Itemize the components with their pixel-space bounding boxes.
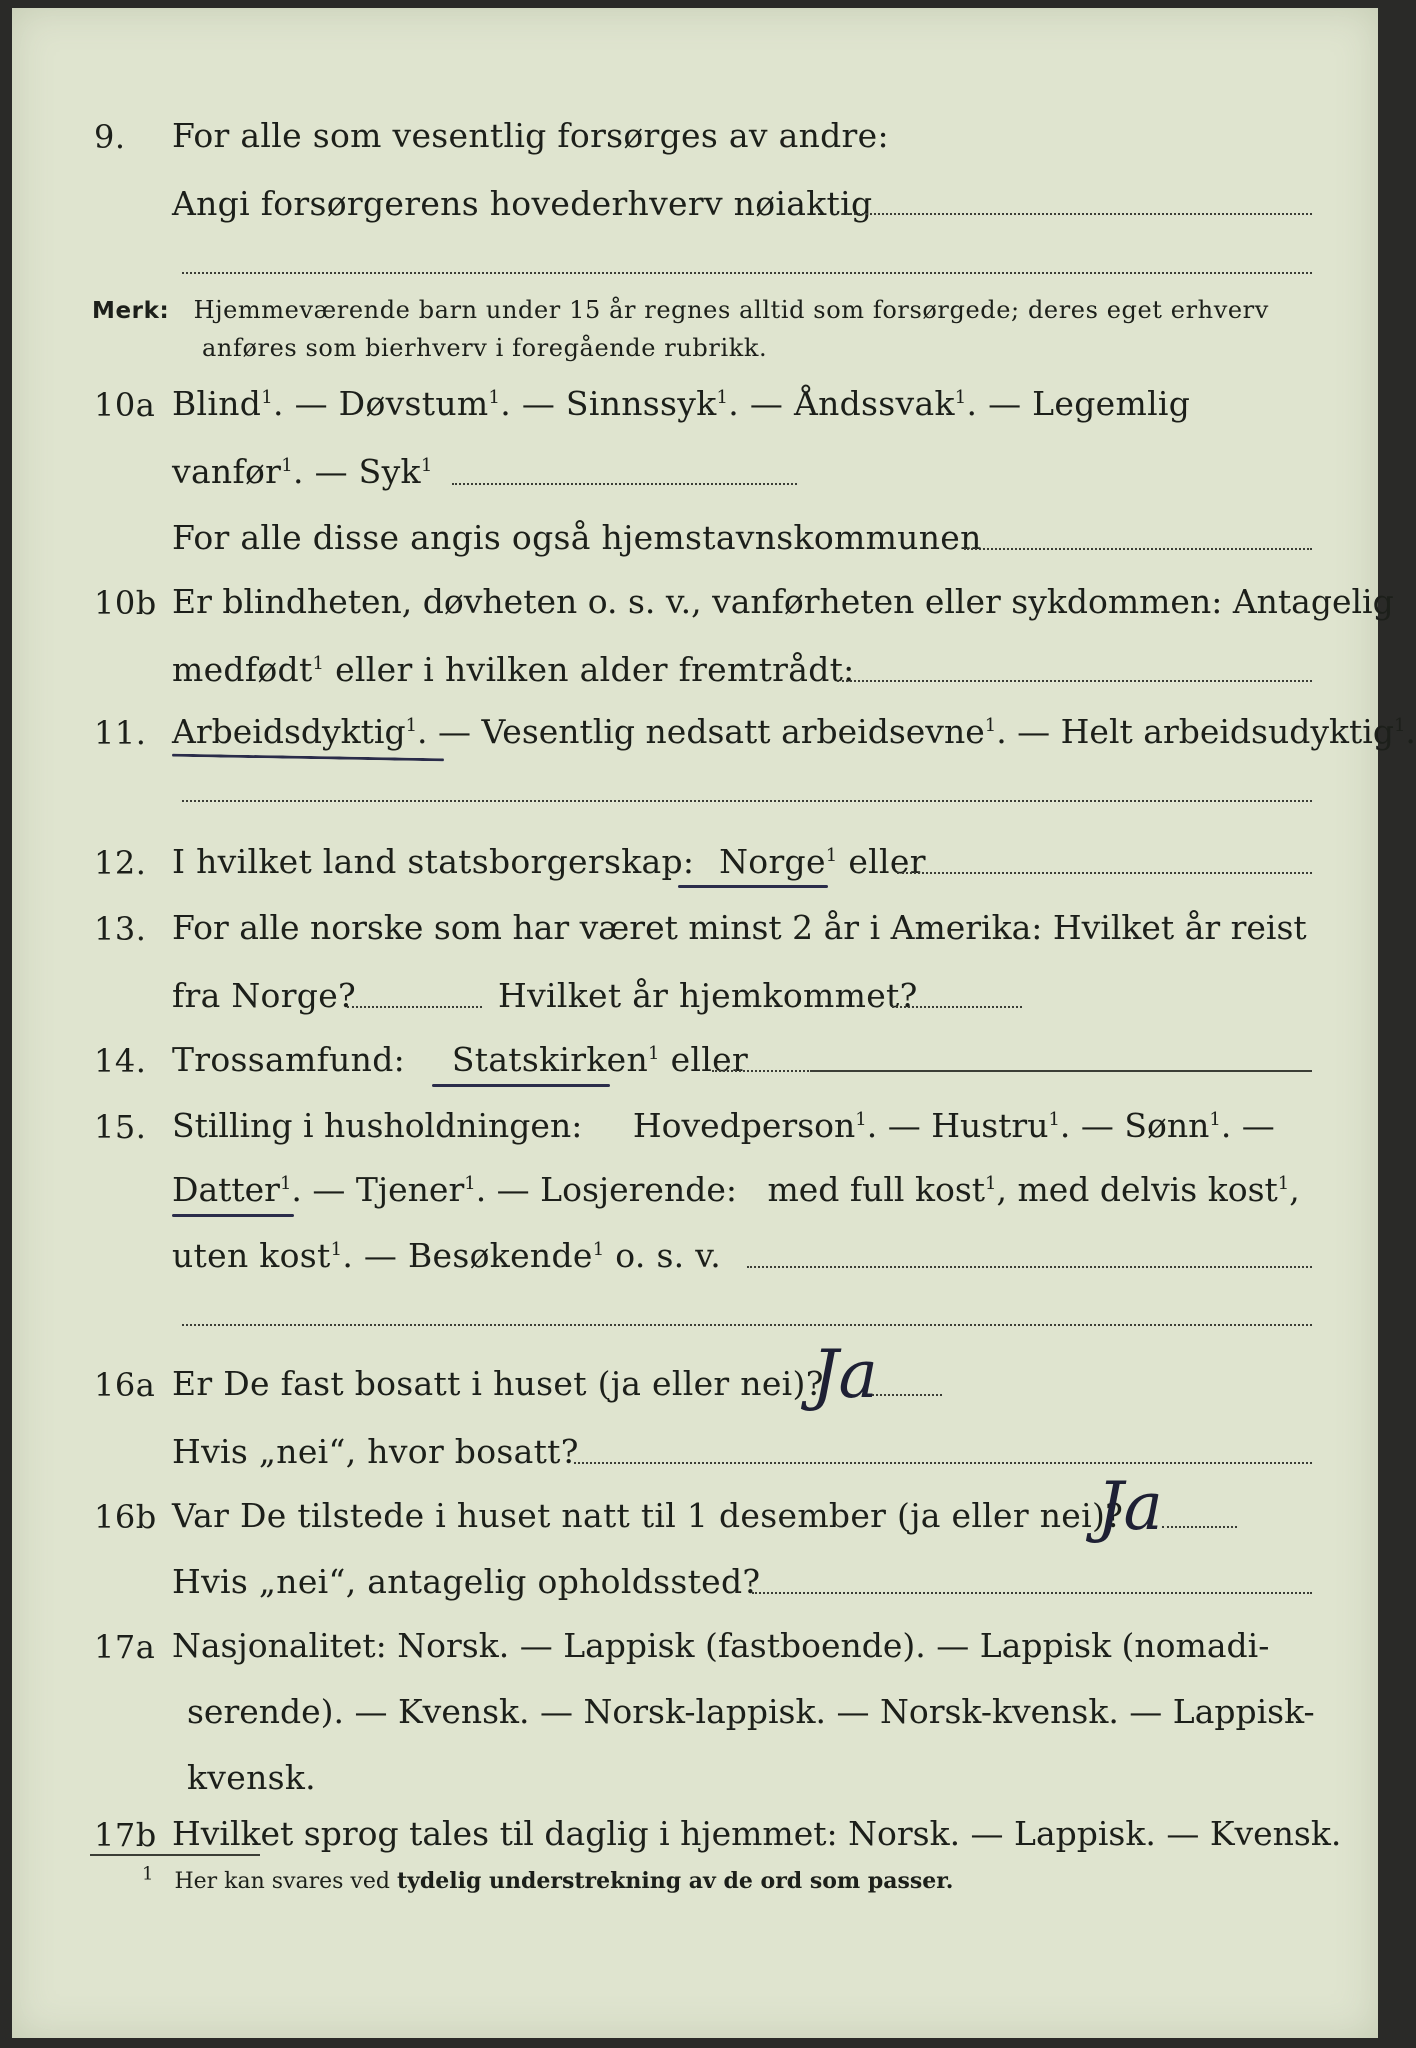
q15-number: 15. — [94, 1108, 147, 1146]
q9-answer-line-2[interactable] — [182, 272, 1312, 274]
q16b-line1: Var De tilstede i huset natt til 1 desember (ja eller nei)? — [172, 1496, 1124, 1535]
opt-full-kost[interactable]: med full kost — [767, 1170, 986, 1209]
opt-dovstum[interactable]: . — Døvstum — [273, 384, 489, 423]
underline-norge — [678, 885, 828, 888]
q14-answer-line-dotted[interactable] — [712, 1070, 812, 1072]
q14-line: Trossamfund: Statskirken$^1$ eller — [172, 1040, 749, 1079]
opt-statskirken[interactable]: Statskirken — [451, 1040, 649, 1079]
opt-sonn[interactable]: . — Sønn — [1059, 1106, 1210, 1145]
opt-hustru[interactable]: . — Hustru — [866, 1106, 1049, 1145]
q9-answer-line[interactable] — [842, 213, 1312, 215]
merk-note — [92, 296, 1269, 324]
q9-line2: Angi forsørgerens hovederhverv nøiaktig — [172, 184, 873, 223]
q10b-line2: medfødt$^1$ eller i hvilken alder fremtrådt: — [172, 650, 855, 689]
q16b-answer-line[interactable] — [1162, 1526, 1237, 1528]
q16a-line1: Er De fast bosatt i huset (ja eller nei)? — [172, 1364, 824, 1403]
q10b-answer-line[interactable] — [837, 680, 1312, 682]
opt-nedsatt[interactable]: . — Vesentlig nedsatt arbeidsevne — [417, 712, 985, 751]
opt-arbeidsdyktig[interactable]: Arbeidsdyktig — [172, 712, 406, 751]
footnote: $^1$ Her kan svares ved tydelig understrekning av de ord som passer. — [142, 1863, 954, 1894]
q10a-line3: For alle disse angis også hjemstavnskommunen — [172, 518, 982, 557]
q10a-kommune-line[interactable] — [964, 548, 1312, 550]
q16a-bosatt-line[interactable] — [574, 1462, 1312, 1464]
q15-line3: uten kost$^1$. — Besøkende$^1$ o. s. v. — [172, 1236, 722, 1275]
q10a-number: 10a — [94, 386, 156, 424]
opt-vanfor[interactable]: vanfør — [172, 452, 282, 491]
q13-number: 13. — [94, 910, 147, 948]
q16b-handwritten-answer[interactable]: Ja — [1097, 1468, 1163, 1545]
q17a-line3: kvensk. — [187, 1758, 316, 1797]
q16a-handwritten-answer[interactable]: Ja — [812, 1336, 878, 1413]
q17a-line1: Nasjonalitet: Norsk. — Lappisk (fastboende). — Lappisk (nomadi- — [172, 1626, 1270, 1665]
opt-norge[interactable]: Norge — [719, 842, 826, 881]
q16a-number: 16a — [94, 1366, 156, 1404]
q10a-line1: Blind$^1$. — Døvstum$^1$. — Sinnssyk$^1$. — Åndssvak$^1$. — Legemlig — [172, 384, 1191, 423]
opt-syk[interactable]: . — Syk — [293, 452, 421, 491]
q17b-line1: Hvilket sprog tales til daglig i hjemmet: Norsk. — Lappisk. — Kvensk. — [172, 1814, 1342, 1853]
q16a-line2: Hvis „nei“, hvor bosatt? — [172, 1432, 579, 1471]
opt-sinnssyk[interactable]: . — Sinnssyk — [500, 384, 717, 423]
q15-answer-line-2[interactable] — [182, 1324, 1312, 1326]
opt-andssvak[interactable]: . — Åndssvak — [728, 384, 955, 423]
q13-hjemkommet-line[interactable] — [892, 1006, 1022, 1008]
merk-line1: Hjemmeværende barn under 15 år regnes alltid som forsørgede; deres eget erhverv — [193, 296, 1269, 324]
q13-line2b: Hvilket år hjemkommet? — [498, 976, 918, 1015]
q13-line1: For alle norske som har været minst 2 år i Amerika: Hvilket år reist — [172, 908, 1307, 947]
q13-reist-line[interactable] — [347, 1006, 482, 1008]
q13-line2a: fra Norge? — [172, 976, 357, 1015]
q10a-syk-line[interactable] — [452, 483, 797, 485]
q16a-answer-line[interactable] — [872, 1394, 942, 1396]
q14-number: 14. — [94, 1042, 147, 1080]
q11-number: 11. — [94, 714, 147, 752]
underline-datter — [172, 1214, 294, 1217]
opt-besokende[interactable]: . — Besøkende — [342, 1236, 593, 1275]
q12-number: 12. — [94, 844, 147, 882]
q9-line1: For alle som vesentlig forsørges av andre: — [172, 116, 889, 155]
q9-number: 9. — [94, 118, 126, 156]
q17b-number: 17b — [94, 1816, 157, 1854]
opt-udyktig[interactable]: . — Helt arbeidsudyktig — [996, 712, 1394, 751]
opt-tjener[interactable]: . — Tjener — [291, 1170, 465, 1209]
q16b-opholdssted-line[interactable] — [752, 1592, 1312, 1594]
q10a-line2: vanfør$^1$. — Syk$^1$ — [172, 452, 433, 491]
q15-answer-line[interactable] — [747, 1266, 1312, 1268]
q10b-line1: Er blindheten, døvheten o. s. v., vanførheten eller sykdommen: Antagelig — [172, 582, 1394, 621]
opt-hovedperson[interactable]: Hovedperson — [632, 1106, 856, 1145]
opt-uten-kost[interactable]: uten kost — [172, 1236, 331, 1275]
footnote-rule — [90, 1854, 260, 1856]
opt-medfodt[interactable]: medfødt — [172, 650, 313, 689]
q15-line2: Datter$^1$. — Tjener$^1$. — Losjerende: med full kost$^1$, med delvis kost$^1$, — [172, 1170, 1300, 1209]
q11-line: Arbeidsdyktig$^1$. — Vesentlig nedsatt arbeidsevne$^1$. — Helt arbeidsudyktig$^1$. — [172, 712, 1416, 751]
q17a-number: 17a — [94, 1628, 156, 1666]
q14-answer-line[interactable] — [812, 1070, 1312, 1072]
q12-answer-line[interactable] — [897, 872, 1312, 874]
q15-line1: Stilling i husholdningen: Hovedperson$^1$. — Hustru$^1$. — Sønn$^1$. — — [172, 1106, 1275, 1145]
underline-arbeidsdyktig — [172, 754, 444, 762]
opt-blind[interactable]: Blind — [172, 384, 262, 423]
opt-legemlig[interactable]: . — Legemlig — [966, 384, 1191, 423]
opt-delvis-kost[interactable]: , med delvis kost — [996, 1170, 1278, 1209]
q12-line: I hvilket land statsborgerskap: Norge$^1$ eller — [172, 842, 926, 881]
census-form-page — [12, 8, 1416, 2038]
q16b-number: 16b — [94, 1498, 157, 1536]
q17a-line2: serende). — Kvensk. — Norsk-lappisk. — Norsk-kvensk. — Lappisk- — [187, 1692, 1315, 1731]
merk-line2: anføres som bierhverv i foregående rubrikk. — [202, 334, 768, 362]
underline-statskirken — [432, 1084, 610, 1087]
q10b-number: 10b — [94, 584, 157, 622]
q16b-line2: Hvis „nei“, antagelig opholdssted? — [172, 1562, 761, 1601]
merk-label: Merk: — [92, 298, 170, 324]
q11-answer-line[interactable] — [182, 800, 1312, 802]
opt-datter[interactable]: Datter — [172, 1170, 280, 1209]
